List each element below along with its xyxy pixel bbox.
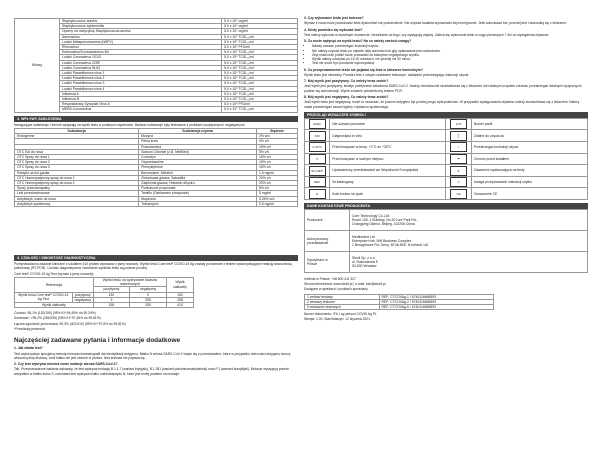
organism-concentration: 5.0 x 10⁵ TCID₅₀/ml	[222, 50, 298, 55]
organism-name: Adenowirus	[60, 34, 222, 39]
symbol-description: Diagnostyka in vitro	[330, 130, 446, 142]
symbol-row	[305, 130, 588, 142]
ref-table	[304, 294, 494, 311]
symbol-icon-cell	[305, 153, 330, 165]
table-cell: Pastylki na ból gardła	[15, 170, 139, 175]
organism-name: Influenza A	[60, 91, 222, 96]
list-item: • Nie należy używać testu po upływie daty ważności lub gdy opakowanie jest uszkodzone.	[312, 49, 588, 53]
symbol-description: Uwaga przeprowadzić instrukcji użytku	[471, 176, 587, 188]
q2-text: Tak. Przeprowadzone badania wykazały, że test wykrywa mutację B.1.1.7 (wariant brytyjski), B.1.351 (wariant południowoafrykański) oraz P.1 (wariant brazylijski). Mutacje występują przede wszystkim w białku kolca S, natomiast test wykrywa białko nukleokapsydu N, które jest mniej podatne na mutacje.	[14, 367, 289, 376]
table-cell: Zielonkawa glauca, Sabadilla	[139, 175, 257, 180]
footer-line: Infolinia w Polsce: +48 800 411 327	[304, 277, 356, 282]
symbol-description: Zdatne do użycia do	[471, 130, 587, 142]
organism-name: Ludzki Parainfluenza virus 4	[60, 86, 222, 91]
section-3-text: Następujące substancje i leki nie wpływają na wynik testu w podanych stężeniach. Badane substancje były testowane z próbkami pozytywnymi i negatywnymi.	[14, 122, 246, 127]
q3-text: Wymaz z nosa może powodować lekki dyskomfort lub podrażnienie. Nie używać badania wymazówki zbyt energicznie. Jeśli odczuwasz ból, przerwij test i skonsultuj się z lekarzem.	[304, 21, 567, 26]
q4-text: Test należy wykonać w dowolnym momencie, niezależnie od tego, czy występują objawy. Zaleca się wykonanie testu w ciągu pierwszych 7 dni od wystąpienia objawów.	[304, 32, 549, 37]
organism-concentration: 5.0 x 10⁵ TCID₅₀/ml	[222, 60, 298, 65]
symbols-table	[304, 118, 588, 200]
organism-name: MERS-Coronavirus	[60, 107, 222, 112]
organism-concentration: 5.0 x 10⁵ TCID₅₀/ml	[222, 76, 298, 81]
contact-details: Medfunded Ltd Enterprise Hub, NW Business Complex 1 Beraghmore Rd, Derry, BT48 8SE, N.Ireland, UK	[350, 231, 588, 252]
symbol-icon: NoRe	[309, 119, 326, 129]
list-item: • Test nie może być ponownie wykorzystany.	[312, 61, 588, 65]
table-cell: Tamiflu (Oseltamivir phosphate)	[139, 191, 257, 196]
symbol-icon-cell	[305, 165, 330, 177]
stat-line: Swoistość: >99,2% (255/255) (95% KI*:97,45% do 99,81%)	[14, 316, 101, 321]
right-column	[304, 0, 588, 323]
table-cell: Mucyna	[139, 134, 257, 139]
q2-title: 2. Czy test wykrywa również nowe mutacje wirusa SARS-CoV-2?	[14, 362, 118, 367]
symbol-icon: i	[450, 142, 467, 152]
table-cell: OTC Spray do nosa 2	[15, 160, 139, 165]
symbol-description: Nr katalogowy	[330, 176, 446, 188]
symbol-icon-cell	[446, 153, 471, 165]
cell: Wynik całkowity	[15, 302, 94, 307]
symbol-icon: REF	[309, 177, 326, 187]
symbol-description: Ilość testów na opak	[330, 188, 446, 200]
table-cell: 5% v/v	[256, 186, 297, 191]
organism-name: Ludzki Coronavirus OC43	[60, 55, 222, 60]
q6-title: 6. Co przeprowadzenie testu nie pojawia się linia w obszarze kontrolnym?	[304, 67, 423, 72]
symbol-icon: ⚠	[450, 177, 467, 187]
symbol-row	[305, 118, 588, 130]
table-cell: OTC Spray do nosa 1	[15, 154, 139, 159]
organism-concentration: 5.0 x 10⁶ org/ml	[222, 24, 298, 29]
symbol-icon-cell	[446, 118, 471, 130]
q7-text: Jeśli wynik jest pozytywny, istnieje podejrzenie zakażenia SARS-CoV-2. Należy niezwłocznie skontaktować się z lekarzem lub lokalnym urzędem zdrowia, przestrzegać lokalnych wytycznych i poddać się samoizolacji. Wynik zostanie potwierdzony testem PCR.	[304, 84, 583, 93]
cross-reactivity-table	[14, 18, 298, 113]
organism-name: Respiratorowy Syncytial Virus A	[60, 102, 222, 107]
q6-text: Wynik testu jest nieważny. Powtórz test z nowym zestawem testowym, dokładnie przestrzegając instrukcji użycia.	[304, 72, 470, 77]
contacts-title: DANE KONTAKTOWE PRODUCENTA	[304, 203, 588, 209]
contact-details: Stezil Sp. z o.o. ul. Rakowiecka 5 54-530 Wrocław	[350, 252, 588, 273]
contact-role: Dystrybutor w Polsce	[305, 252, 350, 273]
q1-title: 1. Jak działa test?	[14, 346, 43, 351]
cell: 258	[167, 297, 194, 302]
symbol-description: Nie używać ponownie	[330, 118, 446, 130]
q8-text: Jeśli wynik testu jest negatywny, może to oznaczać, że poziom antygenu był poniżej progu wykrywalności. W przypadku występowania objawów należy skonsultować się z lekarzem. Należy nadal przestrzegać zasad higieny i dystansu społecznego.	[304, 100, 580, 109]
pos-head: pozytywny	[93, 287, 129, 292]
q1-text: Test wykorzystuje specjalną metodę immunochromatografii dla identyfikacji antygenu. Białko N wirusa SARS-CoV-2 wiąże się z przeciwciałem, które w przypadku obecności antygenu tworzy widoczną linię testową. Jeśli białko nie jest obecne w próbce, linia testowa nie pojawia się.	[14, 351, 291, 360]
symbol-description: Przechowywać w temp. +2°C do +30°C	[330, 142, 446, 154]
organism-concentration: 5.0 x 10⁵ TCID₅₀/ml	[222, 86, 298, 91]
faq-title: Najczęściej zadawane pytania i informacje dodatkowe	[14, 337, 181, 345]
column-header: Substancja	[15, 128, 139, 133]
symbol-icon: ⊘	[309, 189, 326, 199]
column-header: Stężenie	[256, 128, 297, 133]
organism-name: Ludzki Metapneumowirus (hMPV)	[60, 39, 222, 44]
table-cell: 20% v/v	[256, 175, 297, 180]
organism-concentration: 5.0 x 10⁵ TCID₅₀/ml	[222, 34, 298, 39]
organism-name: Ludzki Parainfluenza virus 2	[60, 76, 222, 81]
table-cell: Cromolyn	[139, 154, 257, 159]
ref-cell: REF: CTCOVAg-2 / 6740116666593	[379, 299, 494, 304]
table-cell: OTC Homeopatyczny spray do nosa 1	[15, 175, 139, 180]
organism-concentration: 5.0 x 10⁵ TCID₅₀/ml	[222, 65, 298, 70]
organism-concentration: 5.0 x 10⁵ TCID₅₀/ml	[222, 81, 298, 86]
table-cell: Fluticasone propionate	[139, 186, 257, 191]
table-cell: Tobramycin	[139, 201, 257, 206]
cell: 152	[93, 292, 129, 297]
symbol-icon-cell	[446, 142, 471, 154]
symbol-description: Przestrzegać instrukcji użycia	[471, 142, 587, 154]
symbol-row	[305, 188, 588, 200]
symbol-row	[305, 165, 588, 177]
q8-title: 8. Mój wynik jest negatywny. Co należy teraz zrobić?	[304, 94, 389, 99]
list-item: • Wynik należy odczytać po 15-20 minutach, nie później niż 20 minut.	[312, 57, 588, 61]
footer-bottom: Numer dokumentu: IFU Lay-person COVID Ag PL	[304, 312, 377, 317]
symbol-description: Oznaczenie CE	[471, 188, 587, 200]
organism-name: Ludzki Parainfluenza virus 1	[60, 71, 222, 76]
q7-title: 7. Mój wynik jest pozytywny. Co należy teraz zrobić?	[304, 79, 389, 84]
organism-name: Influenza B	[60, 97, 222, 102]
table-cell: 15% v/v	[256, 154, 297, 159]
table-cell: Phenylephrine	[139, 165, 257, 170]
stat-line: Łączna zgodność procentowa: 99,3% (407/410) (95% KI*:97,8% do 99,81%)	[14, 321, 126, 326]
table-cell: Leki przeciwwirusowe	[15, 191, 139, 196]
table-cell: Mupirocin	[139, 196, 257, 201]
organism-concentration: 5.0 x 10⁵ TCID₅₀/ml	[222, 107, 298, 112]
symbol-icon: EC REP	[309, 166, 326, 176]
table-cell: Endogenne	[15, 134, 139, 139]
symbol-icon-cell	[305, 188, 330, 200]
q4-title: 4. Kiedy powinien się wykonać test?	[304, 27, 363, 32]
ref-cell: 1 zestaw testowy	[305, 294, 380, 299]
section-4-title: 4. CZUŁOŚĆ I SWOISTOŚĆ DIAGNOSTYCZNA	[14, 255, 298, 261]
left-column	[14, 0, 298, 377]
organism-concentration: 5.0 x 10⁵ TCID₅₀/ml	[222, 55, 298, 60]
section-3-title: 3. WPŁYWY ZAKŁÓCENIA	[14, 116, 298, 122]
ref-row	[305, 305, 494, 310]
symbol-description: Chronić przed światłem	[471, 153, 587, 165]
table-cell: 15% v/v	[256, 144, 297, 149]
organism-name: Ludzki Parainfluenza virus 3	[60, 81, 222, 86]
table-cell: 15% v/v	[256, 165, 297, 170]
table-cell: Spray przeciwzapalny	[15, 186, 139, 191]
list-item: • Zbyt mała ilość próbki może prowadzić do fałszywie negatywnego wyniku.	[312, 53, 588, 57]
table-cell: OTC Homeopatyczny spray do nosa 2	[15, 180, 139, 185]
table-cell: 0.25% w/v	[256, 196, 297, 201]
symbol-icon: 2-30°C	[309, 142, 326, 152]
symbol-icon: ☀	[309, 154, 326, 164]
footer	[304, 277, 588, 322]
symbol-icon: CE	[450, 189, 467, 199]
ref-cell: REF: CTCOVAg-1 / 6740116666593	[379, 294, 494, 299]
sensitivity-table	[14, 277, 194, 308]
contact-role: Autoryzowany przedstawiciel	[305, 231, 350, 252]
organism-concentration: 5.0 x 10⁵ TCID₅₀/ml	[222, 97, 298, 102]
organism-concentration: 5.0 x 10⁵ PFU/ml	[222, 45, 298, 50]
table-cell: 5 mg/ml	[256, 191, 297, 196]
section-4-text: Przeprowadzono badanie kliniczne z udziałem 410 próbek wymazów z jamy nosowej. Wyniki testu Core testᴿ COVID-19 Ag zostały porównane z testem wykorzystującym reakcję łańcuchową polimerazy (RT-PCR). Czułość diagnostyczna i swoistość wyników testu są podane poniżej.	[14, 262, 292, 271]
table-cell: Pramalamina	[139, 144, 257, 149]
q3-title: 3. Czy wykonanie testu jest bolesne?	[304, 16, 364, 20]
column-header: Substancja czynna	[139, 128, 257, 133]
organism-group-label: Wirusy	[15, 19, 60, 113]
table-cell: OTC Spray do nosa 3	[15, 165, 139, 170]
table-cell: 2% w/v	[256, 134, 297, 139]
stat-line: Czułość: 98,1% (152/155) (95% KI*:94,45% do 99,34%)	[14, 311, 96, 316]
cell: 155	[93, 302, 129, 307]
total-head: Wynik całkowity	[167, 277, 194, 292]
section-4-caption: Core testᴿ COVID-19 Ag Test (wymaz z jamy nosowej)	[14, 271, 94, 276]
table-cell: Pełna krew	[139, 139, 257, 144]
neg-head: negatywny	[130, 287, 167, 292]
symbol-icon: IVD	[309, 131, 326, 141]
table-cell: Galphimia glauca, Histamin dihydro.	[139, 180, 257, 185]
symbol-icon-cell	[446, 188, 471, 200]
cell: 255	[130, 302, 167, 307]
cell: negatywny	[72, 297, 93, 302]
contact-details: Core Technology Co.,Ltd Room 105, 2 Building, No.20 Lize Park Rd., Changping District, Beijing, 102206 China	[350, 210, 588, 231]
footer-line: Strona internetowa: www.stezil.pl | e-mail: info@stezil.pl	[304, 282, 386, 287]
symbol-row	[305, 176, 588, 188]
footer-line: Dostępne w aptekach i punktach sprzedaży.	[304, 287, 369, 292]
symbol-row	[305, 153, 588, 165]
pcr-head: Wyniki testu na wykrywanie kwasów nukleinowych	[93, 277, 166, 286]
interference-table	[14, 128, 298, 207]
ref-cell: 5 zestawów testowych	[305, 305, 380, 310]
list-item: • Należy zawsze przestrzegać instrukcji użycia.	[312, 44, 588, 48]
table-cell: OTC Sól do nosa	[15, 149, 139, 154]
organism-name: Staphylococcus aureus	[60, 19, 222, 24]
table-cell: 5% v/v	[256, 149, 297, 154]
symbol-description: Numer partii	[471, 118, 587, 130]
organism-concentration: 5.0 x 10⁵ TCID₅₀/ml	[222, 91, 298, 96]
table-cell: Antybiotyk, maść do nosa	[15, 196, 139, 201]
row-label: Wynik testu Core testᴿ COVID-19 Ag Test	[15, 292, 73, 302]
contact-row	[305, 210, 588, 231]
table-cell: Sodium Chloride (z.B. NeilMed)	[139, 149, 257, 154]
symbol-icon: Σ	[450, 166, 467, 176]
table-cell: 1.5 mg/ml	[256, 170, 297, 175]
organism-name: Rhinowirus	[60, 45, 222, 50]
ref-head: Referencja	[15, 277, 94, 292]
symbol-icon-cell	[305, 176, 330, 188]
symbols-title: PRZEGLĄD WZNACZEŃ SYMBOLI	[304, 112, 588, 118]
symbol-icon-cell	[305, 130, 330, 142]
cell: 152	[167, 292, 194, 297]
organism-concentration: 5.0 x 10⁵ PFU/ml	[222, 102, 298, 107]
table-cell: Oxymetazoline	[139, 160, 257, 165]
symbol-icon: ⌛	[450, 131, 467, 141]
organism-concentration: 5.0 x 10⁵ TCID₅₀/ml	[222, 71, 298, 76]
organism-name: Staphylococcus epidermidis	[60, 24, 222, 29]
table-cell: 0.5 mg/ml	[256, 201, 297, 206]
symbol-icon-cell	[446, 165, 471, 177]
ref-cell: 2 zestawy testowe	[305, 299, 380, 304]
contact-role: Producent	[305, 210, 350, 231]
cell: pozytywny	[72, 292, 93, 297]
symbol-icon-cell	[305, 142, 330, 154]
symbol-description: Upoważniony przedstawiciel we Wspólnocie Europejskiej	[330, 165, 446, 177]
symbol-icon: LOT	[450, 119, 467, 129]
organism-name: Ludzki Coronavirus 229E	[60, 60, 222, 65]
q5-title: 5. Co może wpłynąć na wynik testu? Na co należy zwrócić uwagę?	[304, 39, 412, 44]
table-cell: Benzocaine, Menthol	[139, 170, 257, 175]
organism-concentration: 5.0 x 10⁶ org/ml	[222, 29, 298, 34]
organism-name: Oporny na metycylinę Staphylococcus aureus	[60, 29, 222, 34]
table-cell: 4% v/v	[256, 139, 297, 144]
table-cell: 20% v/v	[256, 180, 297, 185]
contact-row	[305, 252, 588, 273]
table-row	[15, 201, 298, 206]
table-cell: 15% v/v	[256, 160, 297, 165]
symbol-row	[305, 142, 588, 154]
symbol-description: Zawartość wystarczająca na testy	[471, 165, 587, 177]
organism-name: Ludzki Coronavirus NL63	[60, 65, 222, 70]
q5-list	[304, 44, 588, 65]
footer-bottom: Wersja: 1.00, Stan/Maszyn: 12 stycznia 2021	[304, 317, 370, 322]
contacts-table	[304, 209, 588, 273]
cell: 3	[93, 297, 129, 302]
symbol-icon-cell	[446, 176, 471, 188]
organism-concentration: 5.0 x 10⁶ org/ml	[222, 19, 298, 24]
table-cell: Antybiotyk systemowy	[15, 201, 139, 206]
symbol-icon-cell	[446, 130, 471, 142]
symbol-icon: ☂	[450, 154, 467, 164]
contact-row	[305, 231, 588, 252]
symbol-icon-cell	[305, 118, 330, 130]
cell: 0	[130, 292, 167, 297]
cell: 410	[167, 302, 194, 307]
ref-cell: REF: CTCOVAg-5 / 6740116666593	[379, 305, 494, 310]
footnote: *Przedziały pewności	[14, 327, 46, 331]
symbol-description: Przechowywać w suchym miejscu	[330, 153, 446, 165]
cell: 255	[130, 297, 167, 302]
organism-concentration: 5.0 x 10⁵ TCID₅₀/ml	[222, 39, 298, 44]
organism-name: Enterowirus/Coxsackievirus B4	[60, 50, 222, 55]
